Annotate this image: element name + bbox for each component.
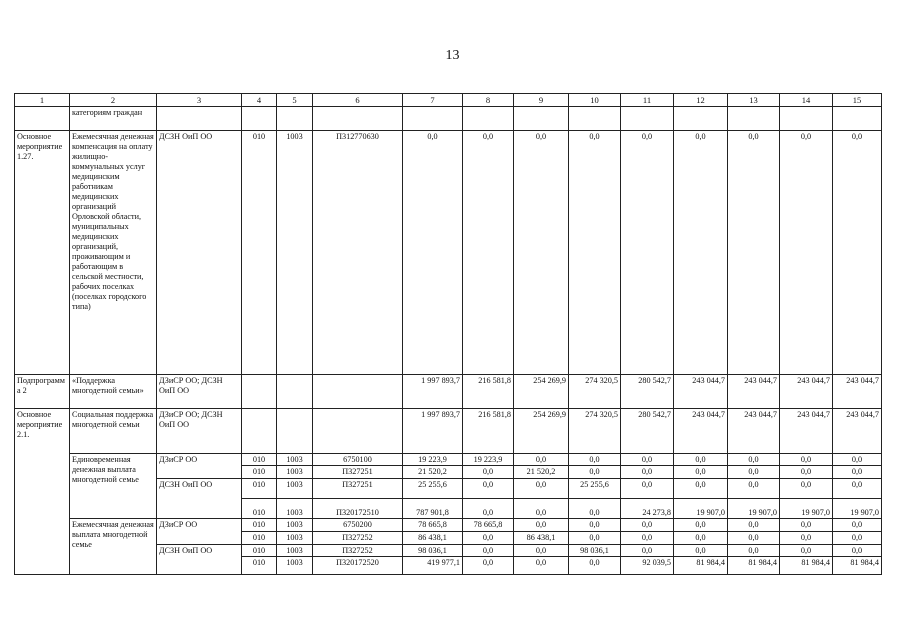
cell-amount: 24 273,8	[621, 499, 674, 519]
cell-program: Основное мероприятие 1.27.	[15, 131, 70, 375]
cell-amount: 216 581,8	[463, 375, 514, 409]
cell-executor: ДСЗН ОиП ОО	[157, 131, 242, 375]
cell-amount: 98 036,1	[403, 545, 463, 557]
cell-amount: 274 320,5	[569, 375, 621, 409]
cell-amount: 0,0	[728, 532, 780, 545]
cell-amount: 81 984,4	[728, 557, 780, 575]
cell-amount: 0,0	[728, 545, 780, 557]
cell-amount: 787 901,8	[403, 499, 463, 519]
cell-amount: 0,0	[780, 532, 833, 545]
cell-amount: 0,0	[621, 545, 674, 557]
cell-amount: 0,0	[621, 532, 674, 545]
cell-amount: 0,0	[569, 131, 621, 375]
cell-amount: 0,0	[674, 131, 728, 375]
cell-amount: 0,0	[463, 466, 514, 479]
cell-amount: 81 984,4	[674, 557, 728, 575]
cell-grbs: 010	[242, 532, 277, 545]
cell-grbs: 010	[242, 499, 277, 519]
cell-program: Основное мероприятие 2.1.	[15, 409, 70, 575]
column-number-row	[15, 94, 882, 107]
cell-amount: 0,0	[463, 479, 514, 499]
cell-amount: 243 044,7	[674, 409, 728, 454]
page-number: 13	[445, 48, 460, 63]
cell-section: 1003	[277, 466, 313, 479]
cell-amount: 0,0	[833, 479, 882, 499]
cell-amount: 19 907,0	[728, 499, 780, 519]
cell-amount: 0,0	[674, 519, 728, 532]
cell-amount: 19 907,0	[833, 499, 882, 519]
cell-description: Единовременная денежная выплата многодетной семье	[70, 454, 157, 519]
cell-amount: 0,0	[674, 545, 728, 557]
cell-amount: 0,0	[833, 131, 882, 375]
header-cell: 2	[70, 94, 157, 107]
cell-amount: 243 044,7	[674, 375, 728, 409]
cell-amount: 0,0	[728, 466, 780, 479]
cell-section: 1003	[277, 545, 313, 557]
cell-amount: 86 438,1	[514, 532, 569, 545]
cell-amount: 0,0	[728, 454, 780, 466]
cell-executor: ДЗиСР ОО	[157, 519, 242, 545]
cell-grbs: 010	[242, 519, 277, 532]
cell-amount: 0,0	[403, 131, 463, 375]
cell-amount: 254 269,9	[514, 375, 569, 409]
cell-amount: 19 907,0	[674, 499, 728, 519]
cell-amount: 0,0	[514, 131, 569, 375]
cell-amount: 0,0	[833, 519, 882, 532]
budget-table	[14, 93, 882, 575]
cell-amount: 0,0	[569, 532, 621, 545]
cell-amount: 0,0	[569, 454, 621, 466]
cell-amount: 0,0	[621, 466, 674, 479]
cell-description: «Поддержка многодетной семьи»	[70, 375, 157, 409]
header-cell: 5	[277, 94, 313, 107]
table-row	[15, 519, 882, 532]
cell-grbs: 010	[242, 466, 277, 479]
cell-amount: 86 438,1	[403, 532, 463, 545]
header-cell: 14	[780, 94, 833, 107]
cell-amount: 78 665,8	[403, 519, 463, 532]
cell-amount: 243 044,7	[833, 409, 882, 454]
cell-amount: 0,0	[674, 532, 728, 545]
cell-executor: ДЗиСР ОО; ДСЗН ОиП ОО	[157, 375, 242, 409]
cell-amount: 243 044,7	[728, 409, 780, 454]
cell-amount: 81 984,4	[833, 557, 882, 575]
cell-amount: 21 520,2	[403, 466, 463, 479]
cell-amount: 0,0	[569, 557, 621, 575]
cell-amount: 25 255,6	[569, 479, 621, 499]
cell-amount: 0,0	[463, 532, 514, 545]
cell-amount: 0,0	[569, 466, 621, 479]
cell-amount: 0,0	[780, 479, 833, 499]
cell-target-item: 6750100	[313, 454, 403, 466]
cell-amount: 0,0	[463, 499, 514, 519]
cell-amount: 1 997 893,7	[403, 375, 463, 409]
header-cell: 9	[514, 94, 569, 107]
cell-amount: 0,0	[674, 454, 728, 466]
cell-amount: 243 044,7	[833, 375, 882, 409]
table-row	[15, 107, 882, 131]
cell-amount: 0,0	[621, 131, 674, 375]
cell-amount: 21 520,2	[514, 466, 569, 479]
cell-amount: 0,0	[463, 545, 514, 557]
cell-amount: 0,0	[514, 557, 569, 575]
cell-amount: 0,0	[569, 499, 621, 519]
cell-grbs: 010	[242, 557, 277, 575]
cell-amount: 216 581,8	[463, 409, 514, 454]
cell-amount: 0,0	[463, 557, 514, 575]
cell-amount: 1 997 893,7	[403, 409, 463, 454]
cell-section: 1003	[277, 557, 313, 575]
cell-amount: 254 269,9	[514, 409, 569, 454]
table-row	[15, 409, 882, 454]
cell-amount: 19 907,0	[780, 499, 833, 519]
cell-section: 1003	[277, 131, 313, 375]
cell-grbs: 010	[242, 131, 277, 375]
cell-amount: 0,0	[780, 545, 833, 557]
cell-amount: 280 542,7	[621, 375, 674, 409]
cell-section: 1003	[277, 499, 313, 519]
cell-amount: 0,0	[833, 454, 882, 466]
cell-section: 1003	[277, 532, 313, 545]
cell-amount: 0,0	[514, 545, 569, 557]
header-cell: 12	[674, 94, 728, 107]
cell-target-item: П312770630	[313, 131, 403, 375]
cell-amount: 0,0	[728, 131, 780, 375]
cell-amount: 0,0	[514, 479, 569, 499]
cell-target-item: П327251	[313, 479, 403, 499]
cell-executor: ДСЗН ОиП ОО	[157, 545, 242, 575]
cell-amount: 0,0	[833, 466, 882, 479]
cell-target-item: 6750200	[313, 519, 403, 532]
cell-target-item: П320172520	[313, 557, 403, 575]
cell-amount: 0,0	[621, 479, 674, 499]
cell-amount: 0,0	[621, 519, 674, 532]
header-cell: 15	[833, 94, 882, 107]
cell-executor: ДЗиСР ОО; ДСЗН ОиП ОО	[157, 409, 242, 454]
header-cell: 4	[242, 94, 277, 107]
header-cell: 1	[15, 94, 70, 107]
header-cell: 3	[157, 94, 242, 107]
cell-amount: 25 255,6	[403, 479, 463, 499]
cell-amount: 0,0	[780, 519, 833, 532]
cell-amount: 0,0	[621, 454, 674, 466]
table-row	[15, 375, 882, 409]
cell-description: Социальная поддержка многодетной семьи	[70, 409, 157, 454]
cell-amount: 0,0	[674, 466, 728, 479]
cell-amount: 19 223,9	[403, 454, 463, 466]
cell-amount: 243 044,7	[780, 375, 833, 409]
cell-amount: 0,0	[728, 519, 780, 532]
cell-amount: 0,0	[833, 545, 882, 557]
cell-amount: 0,0	[780, 131, 833, 375]
cell-description: категориям граждан	[70, 107, 157, 131]
cell-amount: 0,0	[514, 499, 569, 519]
cell-executor: ДСЗН ОиП ОО	[157, 479, 242, 519]
cell-grbs: 010	[242, 545, 277, 557]
cell-section: 1003	[277, 454, 313, 466]
table-row	[15, 131, 882, 375]
cell-amount: 0,0	[463, 131, 514, 375]
cell-amount: 78 665,8	[463, 519, 514, 532]
header-cell: 13	[728, 94, 780, 107]
header-cell: 10	[569, 94, 621, 107]
cell-section: 1003	[277, 519, 313, 532]
header-cell: 8	[463, 94, 514, 107]
cell-amount: 274 320,5	[569, 409, 621, 454]
table-row	[15, 454, 882, 466]
cell-section: 1003	[277, 479, 313, 499]
cell-amount: 280 542,7	[621, 409, 674, 454]
cell-target-item: П327251	[313, 466, 403, 479]
header-cell: 6	[313, 94, 403, 107]
cell-amount: 0,0	[780, 466, 833, 479]
cell-amount: 419 977,1	[403, 557, 463, 575]
cell-grbs: 010	[242, 454, 277, 466]
cell-amount: 243 044,7	[728, 375, 780, 409]
cell-program: Подпрограмма 2	[15, 375, 70, 409]
cell-amount: 243 044,7	[780, 409, 833, 454]
cell-amount: 0,0	[569, 519, 621, 532]
cell-amount: 0,0	[780, 454, 833, 466]
cell-target-item: П327252	[313, 532, 403, 545]
cell-grbs: 010	[242, 479, 277, 499]
header-cell: 11	[621, 94, 674, 107]
cell-amount: 0,0	[674, 479, 728, 499]
cell-amount: 0,0	[514, 519, 569, 532]
header-cell: 7	[403, 94, 463, 107]
cell-amount: 98 036,1	[569, 545, 621, 557]
cell-target-item: П327252	[313, 545, 403, 557]
cell-target-item: П320172510	[313, 499, 403, 519]
cell-amount: 19 223,9	[463, 454, 514, 466]
cell-amount: 0,0	[514, 454, 569, 466]
cell-description: Ежемесячная денежная выплата многодетной семье	[70, 519, 157, 575]
cell-amount: 0,0	[728, 479, 780, 499]
cell-amount: 0,0	[833, 532, 882, 545]
cell-amount: 81 984,4	[780, 557, 833, 575]
cell-amount: 92 039,5	[621, 557, 674, 575]
cell-description: Ежемесячная денежная компенсация на оплату жилищно-коммунальных услуг медицинским работникам медицинских организаций Орловской области, муниципальных медицинских организаций, проживающим и работающим в сельской местности, рабочих поселках (поселках городского типа)	[70, 131, 157, 375]
cell-executor: ДЗиСР ОО	[157, 454, 242, 479]
